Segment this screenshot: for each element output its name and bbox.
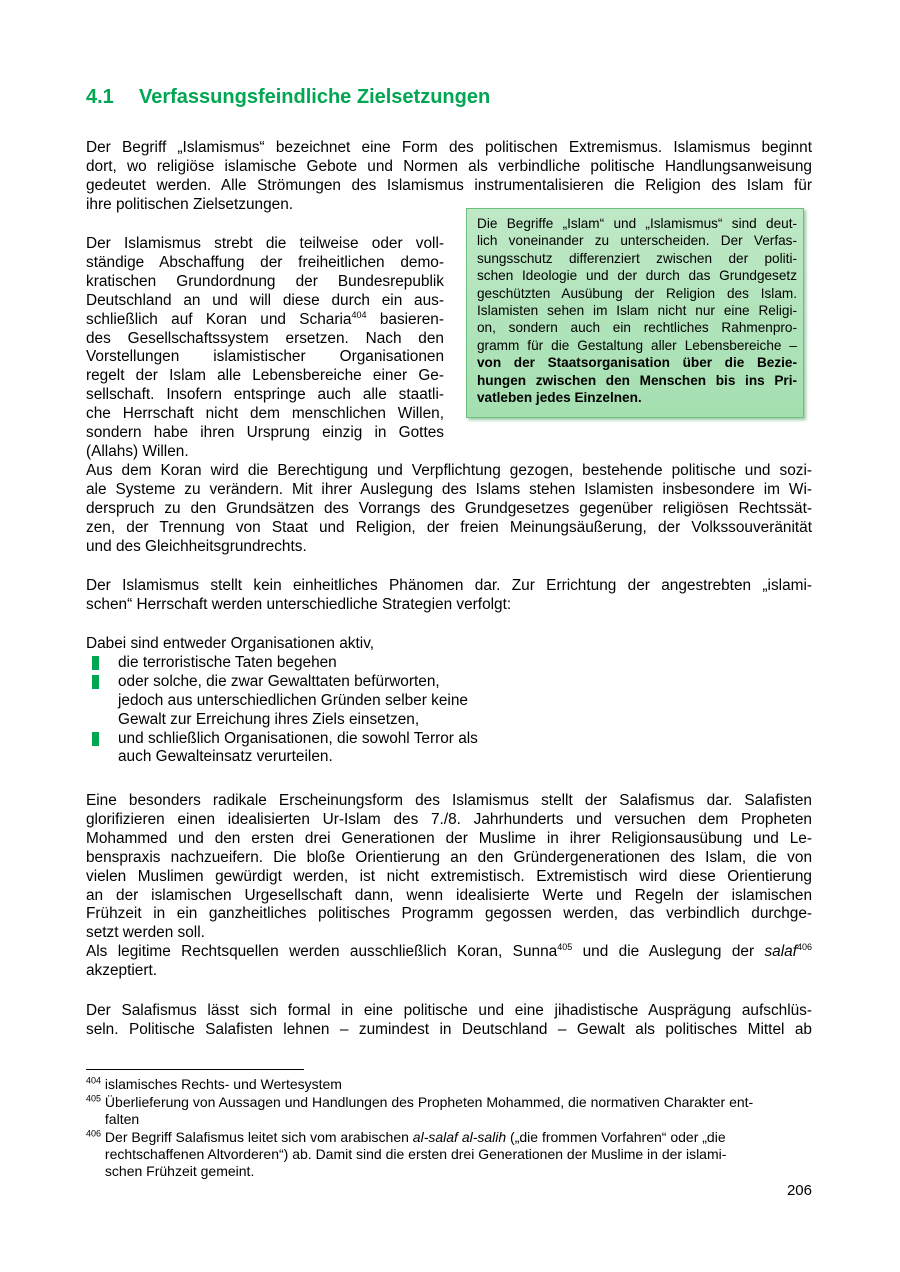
text-line: schen“ Herrschaft werden unterschiedliche Strategien verfolgt: [86, 595, 512, 613]
text-line: Als legitime Rechtsquellen werden ausschließlich Koran, Sunna$^{405}$ und die Auslegung der salaf$^{406}$ [86, 942, 812, 961]
text-line: che Herrschaft nicht dem menschlichen Willen, [86, 405, 444, 423]
footnote-ref: 405 [557, 942, 573, 953]
footnote-text: rechtschaffenen Altvorderen“) ab. Damit sind die ersten drei Generationen der Muslime in der islami- [104, 1146, 727, 1162]
footnote-ref: 404 [351, 309, 367, 320]
footnote-ref: 406 [796, 942, 812, 953]
footnote-number: 405 [86, 1093, 102, 1104]
list-item: die terroristische Taten begehen [86, 654, 586, 673]
text-line: Der Begriff „Islamismus“ bezeichnet eine Form des politischen Extremismus. Islamismus beginnt [86, 139, 812, 156]
paragraph-strategies [86, 577, 812, 615]
text-line: des Gesellschaftssystem ersetzen. Nach den [86, 329, 444, 347]
text-line: und des Gleichheitsgrundrechts. [86, 537, 307, 555]
box-line: Die Begriffe „Islam“ und „Islamismus“ sind deut- [477, 216, 797, 231]
footnote-number: 406 [86, 1128, 102, 1139]
text-line: akzeptiert. [86, 962, 158, 980]
box-line: Islamisten sehen im Islam nicht nur eine Religi- [477, 303, 797, 319]
paragraph-koran [86, 462, 812, 557]
text-line: (Allahs) Willen. [86, 442, 189, 460]
text-line: ihre politischen Zielsetzungen. [86, 195, 294, 213]
section-title: Verfassungsfeindliche Zielsetzungen [139, 86, 491, 108]
text-line: ständige Abschaffung der freiheitlichen demo- [86, 253, 444, 271]
footnote-404 [86, 1076, 812, 1093]
text-line: schließlich auf Koran und Scharia$^{404}$ basieren- [86, 309, 444, 328]
box-bold-line: von der Staatsorganisation über die Bezie- [477, 355, 797, 371]
list-intro: Dabei sind entweder Organisationen aktiv, [86, 635, 375, 652]
term-al-salaf: al-salaf al-salih [412, 1129, 507, 1145]
bullet-marker-icon [92, 675, 99, 689]
page-number: 206 [786, 1182, 812, 1199]
text-line: dort, wo religiöse islamische Gebote und Normen als verbindliche politische Handlungsanweisung [86, 157, 812, 175]
footnote-text: falten [104, 1111, 140, 1127]
section-number: 4.1 [86, 86, 114, 108]
footnote-text: Überlieferung von Aussagen und Handlungen des Propheten Mohammed, die normativen Charakter ent- [104, 1094, 754, 1110]
box-bold-line: vatleben jedes Einzelnen. [477, 390, 642, 406]
text-line: an der islamischen Urgesellschaft dann, wenn idealisierte Werte und Regeln der islamischen [86, 886, 812, 904]
text-line: kratischen Grundordnung der Bundesrepublik [86, 272, 444, 290]
text-line: seln. Politische Salafisten lehnen – zumindest in Deutschland – Gewalt als politisches Mittel ab [86, 1020, 812, 1038]
footnote-number: 404 [86, 1075, 102, 1086]
text-line: Der Islamismus strebt die teilweise oder voll- [86, 235, 444, 252]
text-line: ale Systeme zu verändern. Mit ihrer Auslegung des Islams stehen Islamisten insbesondere im Wi- [86, 480, 812, 498]
footnote-405 [86, 1094, 812, 1128]
bullet-marker-icon [92, 732, 99, 746]
text-line: zen, der Trennung von Staat und Religion, der freien Meinungsäußerung, der Volkssouveränität [86, 518, 812, 536]
text-line: Deutschland an und will diese durch ein aus- [86, 291, 444, 309]
text-line: setzt werden soll. [86, 924, 205, 942]
text-line: Eine besonders radikale Erscheinungsform des Islamismus stellt der Salafismus dar. Salafisten [86, 792, 812, 809]
text-line: sellschaft. Insofern entspringe auch alle staatli- [86, 386, 444, 404]
footnote-406 [86, 1129, 812, 1180]
term-salaf: salaf [764, 943, 797, 961]
organisations-list [86, 635, 586, 767]
text-line: Mohammed und den ersten drei Generationen der Muslime in ihrer Religionsausübung und Le- [86, 829, 812, 847]
box-bold-line: hungen zwischen den Menschen bis ins Pri- [477, 372, 797, 388]
box-line: on, sondern auch ein rechtliches Rahmenpro- [477, 320, 797, 336]
paragraph-intro [86, 139, 812, 215]
footnote-text: schen Frühzeit gemeint. [104, 1163, 255, 1179]
paragraph-forms [86, 1002, 812, 1040]
text-line: Der Islamismus stellt kein einheitliches Phänomen dar. Zur Errichtung der angestrebten „islami- [86, 577, 812, 594]
section-heading [86, 86, 490, 109]
box-line: gramm für die Gestaltung aller Lebensbereiche – [477, 337, 797, 353]
text-line: benspraxis nachzueifern. Die bloße Orientierung an den Gründergenerationen des Islam, die von [86, 848, 812, 866]
text-line: derspruch zu den Grundsätzen des Vorrangs des Grundgesetzes gegenüber religiösen Rechtssät- [86, 499, 812, 517]
text-line: glorifizieren einen idealisierten Ur-Islam des 7./8. Jahrhunderts und versuchen dem Propheten [86, 810, 812, 828]
text-line: sondern habe ihren Ursprung einzig in Gottes [86, 424, 444, 442]
footnote-text: Der Begriff Salafismus leitet sich vom arabischen al-salaf al-salih („die frommen Vorfahren“ oder „die [104, 1129, 726, 1145]
text-line: gedeutet werden. Alle Strömungen des Islamismus instrumentalisieren die Religion des Islam für [86, 176, 812, 194]
footnote-text: islamisches Rechts- und Wertesystem [104, 1076, 342, 1092]
text-line: vielen Muslimen gewürdigt werden, ist nicht extremistisch. Extremistisch wird diese Orientierung [86, 867, 812, 885]
text-line: regelt der Islam alle Lebensbereiche einer Ge- [86, 367, 444, 385]
list-item: oder solche, die zwar Gewalttaten befürworten, jedoch aus unterschiedlichen Gründen selber keine Gewalt zur Erreichung ihres Ziels einsetzen, [86, 673, 586, 730]
box-line: schen Ideologie und der durch das Grundgesetz [477, 268, 797, 284]
paragraph-aims [86, 235, 444, 462]
footnote-divider [86, 1069, 304, 1070]
text-line: Aus dem Koran wird die Berechtigung und Verpflichtung gezogen, bestehende politische und sozi- [86, 462, 812, 479]
box-line: geschützten Ausübung der Religion des Islam. [477, 285, 797, 301]
text-line: Frühzeit in ein ganzheitliches politisches Programm gegossen werden, das verbindlich durchge- [86, 905, 812, 923]
text-line: Der Salafismus lässt sich formal in eine politische und eine jihadistische Ausprägung aufschlüs- [86, 1002, 812, 1019]
box-line: sungsschutz differenziert zwischen der politi- [477, 250, 797, 266]
info-box [466, 208, 804, 418]
text-line: Vorstellungen islamistischer Organisationen [86, 348, 444, 366]
box-line: lich voneinander zu unterscheiden. Der Verfas- [477, 233, 797, 249]
bullet-marker-icon [92, 656, 99, 670]
list-item: und schließlich Organisationen, die sowohl Terror als auch Gewalteinsatz verurteilen. [86, 730, 586, 768]
paragraph-salafism [86, 792, 812, 981]
